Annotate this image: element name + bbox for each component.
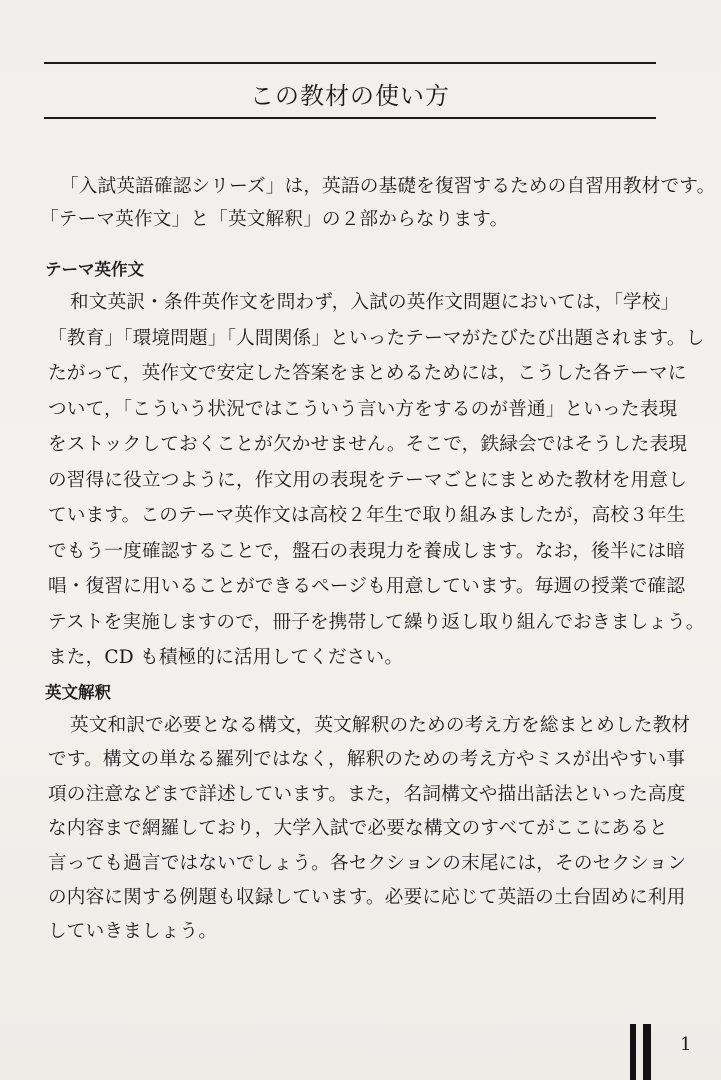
paragraph-line: な内容まで網羅しており，大学入試で必要な構文のすべてがここにあると	[48, 818, 668, 840]
paragraph-line: していきましょう。	[48, 921, 218, 943]
page-title: この教材の使い方	[250, 82, 450, 110]
paragraph-line: 英文和訳で必要となる構文，英文解釈のための考え方を総まとめした教材	[70, 715, 691, 736]
intro-line: 「テーマ英作文」と「英文解釈」の２部からなります。	[40, 209, 509, 230]
paragraph-line: 唱・復習に用いることができるページも用意しています。毎週の授業で確認	[48, 576, 686, 597]
edge-bar	[630, 1024, 636, 1080]
title-top-rule	[44, 62, 656, 64]
intro-line: 「入試英語確認シリーズ」は，英語の基礎を復習するための自習用教材です。	[60, 176, 716, 197]
paragraph-line: ついて，「こういう状況ではこういう言い方をするのが普通」といった表現	[48, 398, 678, 420]
paragraph-line: 言っても過言ではないでしょう。各セクションの末尾には，そのセクション	[48, 852, 687, 874]
paragraph-line: たがって，英作文で安定した答案をまとめるためには，こうした各テーマに	[48, 363, 687, 384]
page-number: 1	[680, 1034, 692, 1055]
paragraph-line: をストックしておくことが欠かせません。そこで，鉄緑会ではそうした表現	[48, 434, 688, 455]
paragraph-line: テストを実施しますので，冊子を携帯して繰り返し取り組んでおきましょう。	[48, 611, 705, 633]
edge-bar	[643, 1024, 651, 1080]
paragraph-line: 項の注意などまで詳述しています。また，名詞構文や描出話法といった高度	[48, 783, 686, 805]
section-heading: テーマ英作文	[45, 260, 144, 279]
paragraph-line: 和文英訳・条件英作文を問わず，入試の英作文問題においては，「学校」	[70, 292, 680, 313]
paragraph-line: でもう一度確認することで，盤石の表現力を養成します。なお，後半には暗	[48, 540, 686, 562]
paragraph-line: です。構文の単なる羅列ではなく，解釈のための考え方やミスが出やすい事	[48, 749, 686, 771]
title-bottom-rule	[44, 117, 656, 119]
paragraph-line: 「教育」「環境問題」「人間関係」といったテーマがたびたび出題されます。し	[48, 327, 705, 349]
paragraph-line: また，CD も積極的に活用してください。	[48, 647, 404, 668]
paragraph-line: の内容に関する例題も収録しています。必要に応じて英語の土台固めに利用	[48, 887, 686, 908]
paragraph-line: ています。このテーマ英作文は高校２年生で取り組みましたが，高校３年生	[48, 505, 686, 526]
paragraph-line: の習得に役立つように，作文用の表現をテーマごとにまとめた教材を用意し	[48, 469, 687, 491]
section-heading: 英文解釈	[45, 683, 111, 702]
